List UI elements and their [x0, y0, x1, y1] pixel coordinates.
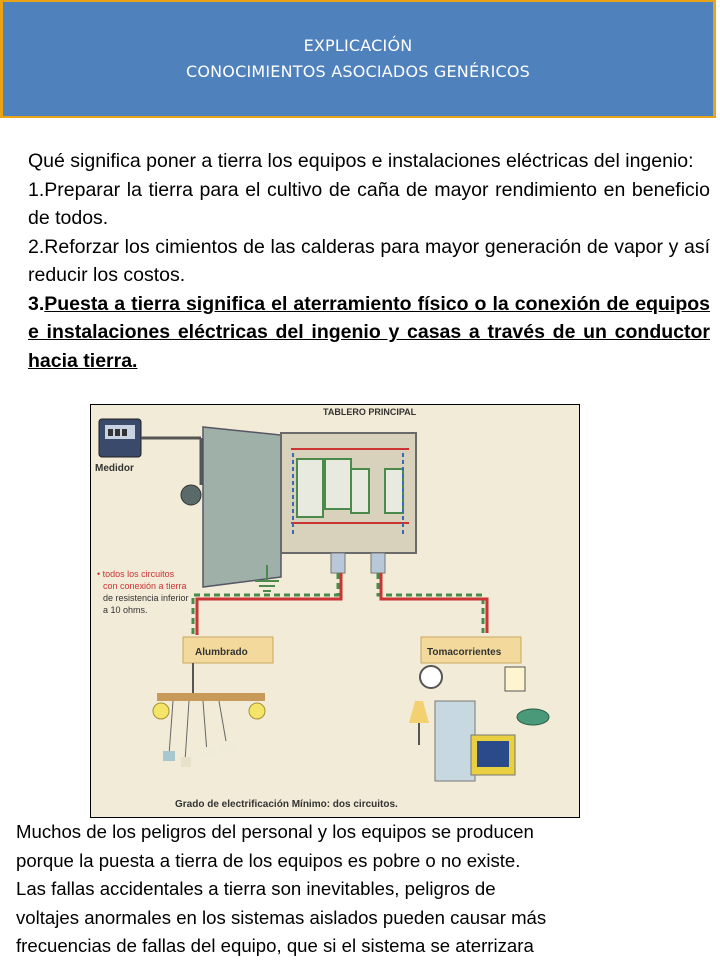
option-2: 2.Reforzar los cimientos de las calderas para mayor generación de vapor y así reducir los costos. [28, 235, 710, 286]
meter-icon [99, 419, 141, 457]
explanation-line-2: porque la puesta a tierra de los equipos es pobre o no existe. [16, 849, 521, 871]
lighting-label: Alumbrado [195, 647, 248, 658]
explanation-text [16, 818, 716, 961]
appliances-icon [409, 666, 549, 781]
lamp-icon [153, 663, 265, 767]
grounding-diagram [90, 404, 580, 818]
diagram-caption: Grado de electrificación Mínimo: dos circuitos. [175, 799, 398, 810]
question-block [28, 147, 710, 375]
note-line-1: • todos los circuitos [97, 569, 175, 579]
option-3-text: Puesta a tierra significa el aterramiento físico o la conexión de equipos e instalaciones eléctricas del ingenio y casas a través de un conductor hacia tierra. [28, 292, 710, 372]
header-line-1: EXPLICACIÓN [303, 36, 413, 55]
explanation-line-1: Muchos de los peligros del personal y los equipos se producen [16, 821, 534, 842]
question-text: Qué significa poner a tierra los equipos e instalaciones eléctricas del ingenio: [28, 150, 694, 172]
explanation-line-4: voltajes anormales en los sistemas aislados pueden causar más [16, 906, 547, 928]
meter-label: Medidor [95, 463, 134, 474]
note-line-4: a 10 ohms. [103, 605, 148, 615]
header-line-2: CONOCIMIENTOS ASOCIADOS GENÉRICOS [185, 62, 531, 81]
option-1: 1.Preparar la tierra para el cultivo de caña de mayor rendimiento en beneficio de todos. [28, 178, 710, 229]
explanation-line-3: Las fallas accidentales a tierra son inevitables, peligros de [16, 878, 496, 899]
outlets-label: Tomacorrientes [427, 647, 502, 658]
option-3-number: 3. [28, 292, 45, 315]
panel-title: TABLERO PRINCIPAL [323, 407, 417, 417]
note-line-3: de resistencia inferior [103, 593, 189, 603]
header-banner [0, 0, 716, 118]
explanation-line-5: frecuencias de fallas del equipo, que si el sistema se aterrizara [16, 935, 534, 956]
cabinet-door-icon [181, 427, 281, 587]
diagram-illustration [91, 405, 579, 817]
main-panel-icon [281, 433, 416, 553]
option-3 [28, 290, 710, 376]
note-line-2: con conexión a tierra [103, 581, 187, 591]
